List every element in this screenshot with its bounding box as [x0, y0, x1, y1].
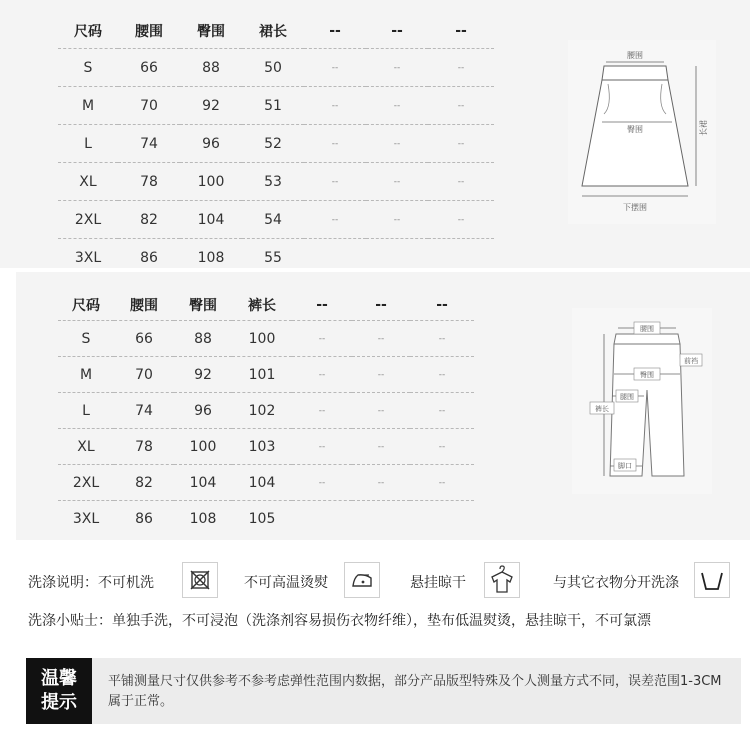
- waist-cell: 78: [114, 429, 174, 465]
- column-header-hip: 臀围: [189, 298, 217, 314]
- notice-badge-line2: 提示: [41, 692, 77, 713]
- empty-cell: --: [366, 201, 428, 239]
- care-label-no-machine-wash: 洗涤说明：不可机洗: [28, 575, 154, 591]
- pants-waistband-shape: [614, 334, 680, 344]
- care-label-hang-dry: 悬挂晾干: [410, 575, 466, 591]
- hip-cell: 96: [174, 393, 232, 429]
- pants-hem-label: 脚口: [618, 462, 632, 470]
- skirt-waistband-shape: [602, 66, 668, 80]
- length-cell: 105: [232, 501, 292, 537]
- length-cell: 55: [242, 239, 304, 277]
- size-cell: 2XL: [58, 465, 114, 501]
- empty-cell: --: [410, 393, 474, 429]
- length-cell: 103: [232, 429, 292, 465]
- empty-cell: --: [366, 87, 428, 125]
- empty-cell: --: [366, 49, 428, 87]
- pants-waist-label: 腰围: [640, 325, 654, 333]
- hip-cell: 88: [174, 321, 232, 357]
- hip-cell: 88: [180, 49, 242, 87]
- empty-cell: --: [292, 393, 352, 429]
- length-cell: 50: [242, 49, 304, 87]
- column-header-empty: --: [391, 23, 403, 39]
- waist-cell: 78: [118, 163, 180, 201]
- notice-badge: [26, 658, 92, 724]
- waist-cell: 70: [118, 87, 180, 125]
- pants-measurement-diagram: [572, 308, 712, 494]
- size-cell: 2XL: [58, 201, 118, 239]
- empty-cell: --: [410, 465, 474, 501]
- empty-cell: --: [292, 357, 352, 393]
- empty-cell: --: [366, 125, 428, 163]
- empty-cell: --: [352, 357, 410, 393]
- size-cell: S: [58, 49, 118, 87]
- table-row: [58, 393, 474, 429]
- empty-cell: --: [352, 429, 410, 465]
- empty-cell: --: [428, 201, 494, 239]
- empty-cell: [410, 501, 474, 537]
- empty-cell: --: [428, 163, 494, 201]
- column-header-waist: 腰围: [135, 24, 163, 40]
- waist-cell: 74: [118, 125, 180, 163]
- column-header-skirt-length: 裙长: [259, 24, 287, 40]
- waist-cell: 70: [114, 357, 174, 393]
- warm-notice-box: [26, 658, 741, 724]
- column-header-waist: 腰围: [130, 298, 158, 314]
- size-cell: 3XL: [58, 239, 118, 277]
- length-cell: 102: [232, 393, 292, 429]
- empty-cell: --: [366, 163, 428, 201]
- length-cell: 53: [242, 163, 304, 201]
- column-header-empty: --: [375, 297, 387, 313]
- empty-cell: --: [304, 87, 366, 125]
- pants-thigh-label: 腿围: [620, 393, 634, 401]
- column-header-size: 尺码: [74, 24, 102, 40]
- length-cell: 52: [242, 125, 304, 163]
- size-cell: 3XL: [58, 501, 114, 537]
- table-row: [58, 239, 494, 277]
- length-cell: 104: [232, 465, 292, 501]
- care-label-iron: 不可高温烫熨: [244, 575, 328, 591]
- empty-cell: [352, 501, 410, 537]
- empty-cell: --: [304, 163, 366, 201]
- empty-cell: --: [352, 321, 410, 357]
- hip-cell: 100: [174, 429, 232, 465]
- notice-text: 平铺测量尺寸仅供参考不参考虑弹性范围内数据，部分产品版型特殊及个人测量方式不同，误差范围1-3CM属于正常。: [108, 674, 722, 709]
- pants-size-table: [58, 290, 474, 536]
- empty-cell: [304, 239, 366, 277]
- length-label: 长裙: [699, 120, 708, 136]
- skirt-measurement-diagram: [560, 36, 720, 226]
- hang-dry-icon: [484, 562, 520, 598]
- table-row: [58, 357, 474, 393]
- empty-cell: --: [410, 357, 474, 393]
- size-cell: M: [58, 357, 114, 393]
- empty-cell: --: [410, 321, 474, 357]
- size-cell: L: [58, 125, 118, 163]
- column-header-size: 尺码: [72, 298, 100, 314]
- waist-cell: 86: [114, 501, 174, 537]
- hip-cell: 92: [174, 357, 232, 393]
- empty-cell: [292, 501, 352, 537]
- length-cell: 100: [232, 321, 292, 357]
- hip-cell: 92: [180, 87, 242, 125]
- empty-cell: --: [304, 49, 366, 87]
- hip-cell: 96: [180, 125, 242, 163]
- empty-cell: --: [428, 87, 494, 125]
- hip-cell: 104: [180, 201, 242, 239]
- hip-label: 臀围: [627, 125, 643, 134]
- size-cell: L: [58, 393, 114, 429]
- iron-low-icon: [344, 562, 380, 598]
- table-row: [58, 321, 474, 357]
- empty-cell: --: [410, 429, 474, 465]
- table-row: [58, 465, 474, 501]
- skirt-size-table: [58, 14, 494, 276]
- waist-cell: 86: [118, 239, 180, 277]
- empty-cell: --: [292, 465, 352, 501]
- empty-cell: [428, 239, 494, 277]
- empty-cell: --: [304, 201, 366, 239]
- no-machine-wash-icon: [182, 562, 218, 598]
- length-cell: 54: [242, 201, 304, 239]
- size-cell: XL: [58, 163, 118, 201]
- length-cell: 51: [242, 87, 304, 125]
- empty-cell: --: [428, 125, 494, 163]
- length-cell: 101: [232, 357, 292, 393]
- empty-cell: --: [292, 429, 352, 465]
- empty-cell: --: [304, 125, 366, 163]
- empty-cell: --: [352, 393, 410, 429]
- table-row: [58, 501, 474, 537]
- size-cell: M: [58, 87, 118, 125]
- hand-wash-icon: [694, 562, 730, 598]
- care-label-separate-wash: 与其它衣物分开洗涤: [553, 575, 679, 591]
- table-row: [58, 49, 494, 87]
- column-header-hip: 臀围: [197, 24, 225, 40]
- washing-tips: 洗涤小贴士：单独手洗，不可浸泡（洗涤剂容易损伤衣物纤维），垫布低温熨烫，悬挂晾干，不可氯漂: [28, 613, 651, 629]
- pants-length-label: 裤长: [595, 405, 609, 413]
- pants-rise-label: 前裆: [684, 357, 698, 365]
- pants-hip-label: 臀围: [640, 371, 654, 379]
- notice-badge-line1: 温馨: [41, 668, 77, 689]
- hip-cell: 100: [180, 163, 242, 201]
- empty-cell: --: [292, 321, 352, 357]
- column-header-empty: --: [329, 23, 341, 39]
- hip-cell: 104: [174, 465, 232, 501]
- empty-cell: --: [428, 49, 494, 87]
- table-header-row: [58, 290, 474, 321]
- waist-cell: 66: [114, 321, 174, 357]
- waist-cell: 82: [114, 465, 174, 501]
- table-row: [58, 201, 494, 239]
- table-row: [58, 163, 494, 201]
- care-instructions: [0, 560, 750, 600]
- waist-cell: 66: [118, 49, 180, 87]
- column-header-pants-length: 裤长: [248, 298, 276, 314]
- hem-label: 下摆围: [623, 203, 647, 212]
- size-cell: S: [58, 321, 114, 357]
- hip-cell: 108: [180, 239, 242, 277]
- table-row: [58, 87, 494, 125]
- column-header-empty: --: [455, 23, 467, 39]
- column-header-empty: --: [436, 297, 448, 313]
- empty-cell: [366, 239, 428, 277]
- hip-cell: 108: [174, 501, 232, 537]
- waist-cell: 82: [118, 201, 180, 239]
- table-header-row: [58, 14, 494, 49]
- table-row: [58, 125, 494, 163]
- waist-cell: 74: [114, 393, 174, 429]
- table-row: [58, 429, 474, 465]
- waist-label: 腰围: [627, 51, 643, 60]
- column-header-empty: --: [316, 297, 328, 313]
- size-cell: XL: [58, 429, 114, 465]
- empty-cell: --: [352, 465, 410, 501]
